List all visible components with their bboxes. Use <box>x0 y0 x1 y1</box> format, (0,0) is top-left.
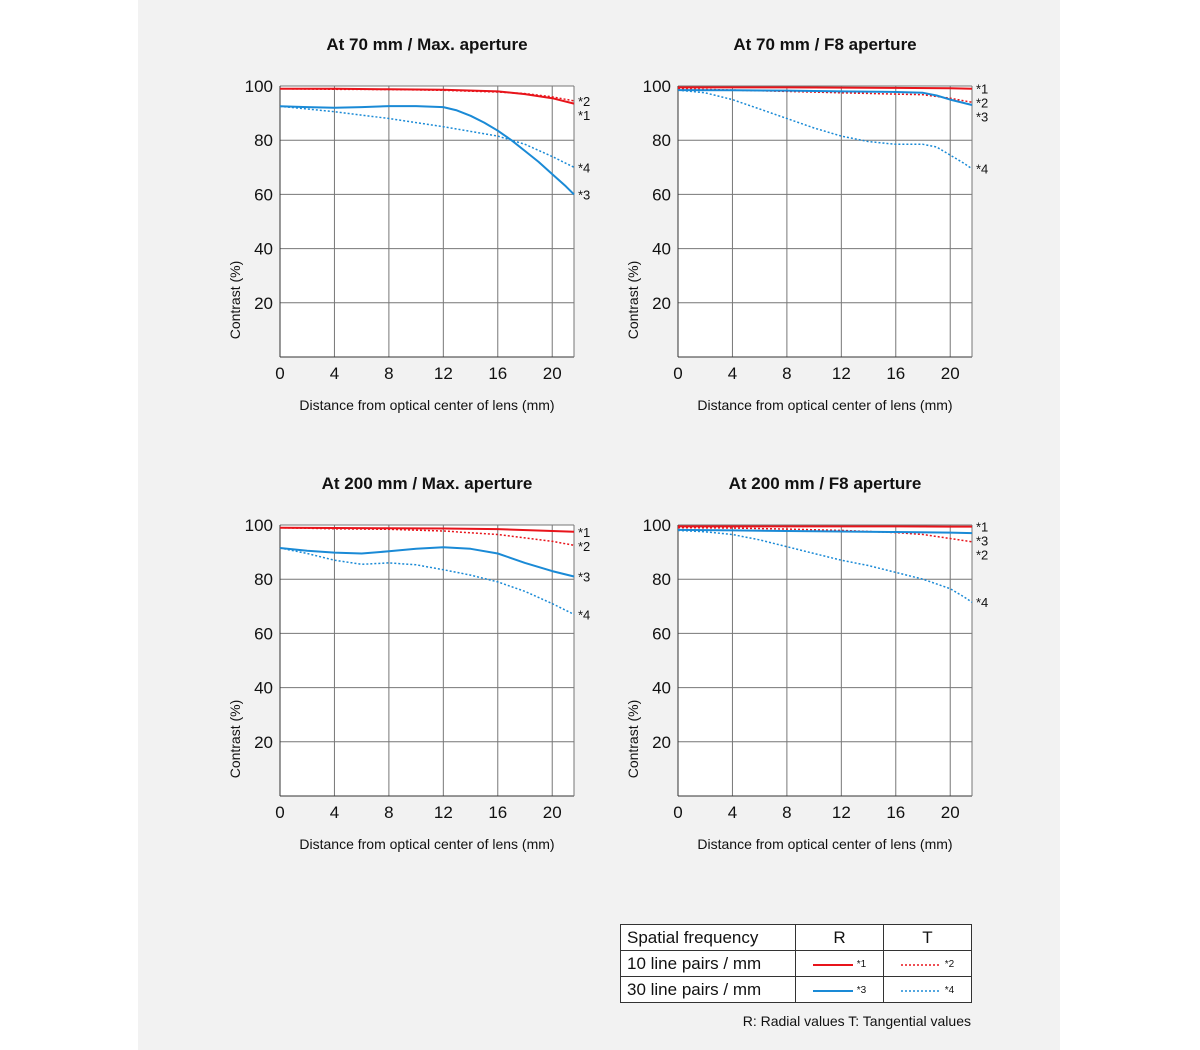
y-tick-label: 20 <box>652 732 671 752</box>
x-tick-label: 12 <box>433 803 453 822</box>
chart-title: At 200 mm / F8 aperture <box>728 474 922 493</box>
x-tick-label: 20 <box>940 364 960 383</box>
x-tick-label: 0 <box>275 364 285 383</box>
y-tick-label: 20 <box>254 732 273 752</box>
x-axis-label: Distance from optical center of lens (mm) <box>697 836 953 852</box>
legend-row-30 <box>621 977 972 1003</box>
legend-note: R: Radial values T: Tangential values <box>742 1013 971 1029</box>
legend-mark-3: *3 <box>856 985 867 996</box>
y-tick-label: 60 <box>254 624 273 644</box>
y-tick-label: 80 <box>652 131 671 151</box>
y-tick-label: 80 <box>254 131 273 151</box>
y-axis-label: Contrast (%) <box>227 699 243 779</box>
x-tick-label: 0 <box>673 803 683 822</box>
x-tick-label: 20 <box>542 803 562 822</box>
y-tick-label: 100 <box>642 77 671 96</box>
curve-label-mark4: *4 <box>578 607 591 623</box>
legend-sample-t30 <box>884 977 972 1003</box>
y-tick-label: 40 <box>254 239 273 259</box>
y-tick-label: 40 <box>254 678 273 698</box>
y-axis-label: Contrast (%) <box>625 699 641 779</box>
legend-row1-label: 10 line pairs / mm <box>621 951 796 977</box>
y-tick-label: 20 <box>254 293 273 313</box>
x-tick-label: 0 <box>673 364 683 383</box>
y-tick-label: 100 <box>244 516 273 535</box>
curve-label-mark3: *3 <box>976 533 989 549</box>
x-tick-label: 16 <box>488 803 508 822</box>
legend-mark-4: *4 <box>944 985 955 996</box>
legend-row-10 <box>621 951 972 977</box>
legend-line-blue-solid <box>813 987 853 995</box>
x-axis-label: Distance from optical center of lens (mm) <box>299 836 555 852</box>
legend-col-t: T <box>884 925 972 951</box>
x-axis-label: Distance from optical center of lens (mm) <box>299 397 555 413</box>
curve-label-mark3: *3 <box>578 187 591 203</box>
x-axis-label: Distance from optical center of lens (mm) <box>697 397 953 413</box>
x-tick-label: 8 <box>384 364 394 383</box>
y-tick-label: 80 <box>254 570 273 590</box>
curve-label-mark1: *1 <box>976 519 989 535</box>
curve-label-mark4: *4 <box>976 161 989 177</box>
curve-label-mark2: *2 <box>976 95 989 111</box>
y-tick-label: 40 <box>652 678 671 698</box>
legend-sample-r10 <box>796 951 884 977</box>
curve-label-mark1: *1 <box>578 524 591 540</box>
legend-col-r: R <box>796 925 884 951</box>
legend-line-red-solid <box>813 961 853 969</box>
y-tick-label: 100 <box>642 516 671 535</box>
curve-label-mark1: *1 <box>578 107 591 123</box>
x-tick-label: 16 <box>886 364 906 383</box>
x-tick-label: 8 <box>782 803 792 822</box>
chart-title: At 70 mm / F8 aperture <box>733 35 917 54</box>
curve-label-mark2: *2 <box>578 93 591 109</box>
legend-line-blue-dotted <box>901 987 941 995</box>
y-tick-label: 20 <box>652 293 671 313</box>
curve-label-mark4: *4 <box>578 160 591 176</box>
x-tick-label: 16 <box>886 803 906 822</box>
y-axis-label: Contrast (%) <box>625 260 641 340</box>
y-tick-label: 60 <box>652 185 671 205</box>
curve-label-mark2: *2 <box>976 547 989 563</box>
curve-label-mark3: *3 <box>578 569 591 585</box>
x-tick-label: 4 <box>727 364 738 383</box>
legend-sample-r30 <box>796 977 884 1003</box>
legend-sample-t10 <box>884 951 972 977</box>
x-tick-label: 4 <box>727 803 738 822</box>
chart-title: At 200 mm / Max. aperture <box>321 474 533 493</box>
chart-title: At 70 mm / Max. aperture <box>326 35 528 54</box>
x-tick-label: 0 <box>275 803 285 822</box>
plot-area <box>678 525 972 796</box>
legend-mark-2: *2 <box>944 959 955 970</box>
legend-table <box>620 924 972 1003</box>
x-tick-label: 12 <box>433 364 453 383</box>
y-axis-label: Contrast (%) <box>227 260 243 340</box>
x-tick-label: 12 <box>831 803 851 822</box>
curve-label-mark4: *4 <box>976 595 989 611</box>
curve-label-mark2: *2 <box>578 538 591 554</box>
x-tick-label: 12 <box>831 364 851 383</box>
curve-label-mark3: *3 <box>976 109 989 125</box>
legend-line-red-dotted <box>901 961 941 969</box>
x-tick-label: 4 <box>329 364 340 383</box>
y-tick-label: 80 <box>652 570 671 590</box>
y-tick-label: 60 <box>254 185 273 205</box>
x-tick-label: 16 <box>488 364 508 383</box>
x-tick-label: 20 <box>542 364 562 383</box>
y-tick-label: 100 <box>244 77 273 96</box>
x-tick-label: 8 <box>782 364 792 383</box>
legend-header-row <box>621 925 972 951</box>
curve-label-mark1: *1 <box>976 81 989 97</box>
x-tick-label: 4 <box>329 803 340 822</box>
legend-mark-1: *1 <box>856 959 867 970</box>
legend-header: Spatial frequency <box>621 925 796 951</box>
x-tick-label: 20 <box>940 803 960 822</box>
y-tick-label: 60 <box>652 624 671 644</box>
y-tick-label: 40 <box>652 239 671 259</box>
legend-row2-label: 30 line pairs / mm <box>621 977 796 1003</box>
x-tick-label: 8 <box>384 803 394 822</box>
